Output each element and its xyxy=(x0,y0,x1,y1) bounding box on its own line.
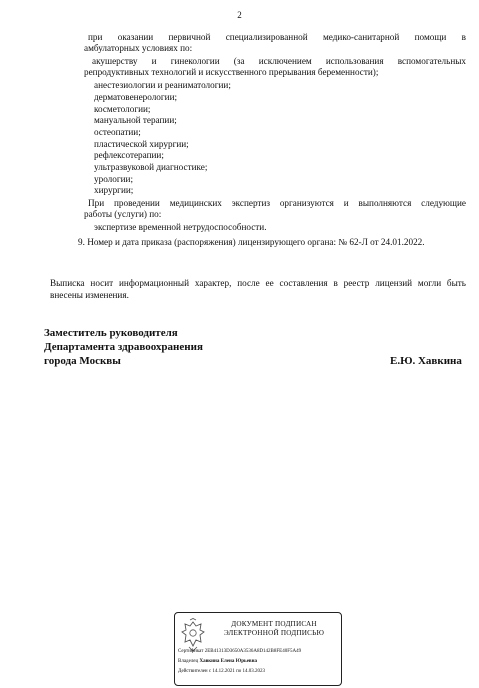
signatory-title: Департамента здравоохранения xyxy=(44,341,203,353)
list-item: пластической хирургии; xyxy=(94,139,189,149)
e-signature-stamp xyxy=(174,612,342,686)
list-item: дерматовенерологии; xyxy=(94,92,178,102)
list-item: мануальной терапии; xyxy=(94,115,177,125)
list-item: рефлексотерапии; xyxy=(94,150,164,160)
stamp-cert: Сертификат 2EB41313D3650A3536A8D142B8FE40F5A49 xyxy=(178,649,302,654)
coat-of-arms-icon xyxy=(180,618,206,652)
paragraph-line: экспертизе временной нетрудоспособности. xyxy=(94,222,267,232)
stamp-validity: Действителен с 14.12.2021 по 14.03.2023 xyxy=(178,669,265,674)
paragraph-line: амбулаторных условиях по: xyxy=(84,43,193,53)
notice-line: внесены изменения. xyxy=(50,290,129,300)
list-item: урологии; xyxy=(94,174,133,184)
stamp-owner: Владелец Хавкина Елена Юрьевна xyxy=(178,659,258,664)
paragraph-line: При проведении медицинских экспертиз организуются и выполняются следующие xyxy=(88,198,466,208)
notice-line: Выписка носит информационный характер, после ее составления в реестр лицензий могли быть xyxy=(50,278,466,288)
paragraph-line: акушерству и гинекологии (за исключением использования вспомогательных xyxy=(92,56,466,66)
list-item: остеопатии; xyxy=(94,127,141,137)
signatory-title: Заместитель руководителя xyxy=(44,327,178,339)
list-item: анестезиологии и реаниматологии; xyxy=(94,80,231,90)
list-item: косметологии; xyxy=(94,104,151,114)
paragraph-line: при оказании первичной специализированной медико-санитарной помощи в xyxy=(88,32,466,42)
page-number: 2 xyxy=(237,10,242,20)
order-line: 9. Номер и дата приказа (распоряжения) лицензирующего органа: № 62-Л от 24.01.2022. xyxy=(78,237,425,247)
paragraph-line: работы (услуги) по: xyxy=(84,209,162,219)
paragraph-line: репродуктивных технологий и искусственного прерывания беременности); xyxy=(84,67,379,77)
list-item: хирургии; xyxy=(94,185,134,195)
list-item: ультразвуковой диагностике; xyxy=(94,162,208,172)
stamp-title: ДОКУМЕНТ ПОДПИСАН ЭЛЕКТРОННОЙ ПОДПИСЬЮ xyxy=(223,620,325,637)
signatory-name: Е.Ю. Хавкина xyxy=(390,355,462,367)
signatory-title: города Москвы xyxy=(44,355,121,367)
